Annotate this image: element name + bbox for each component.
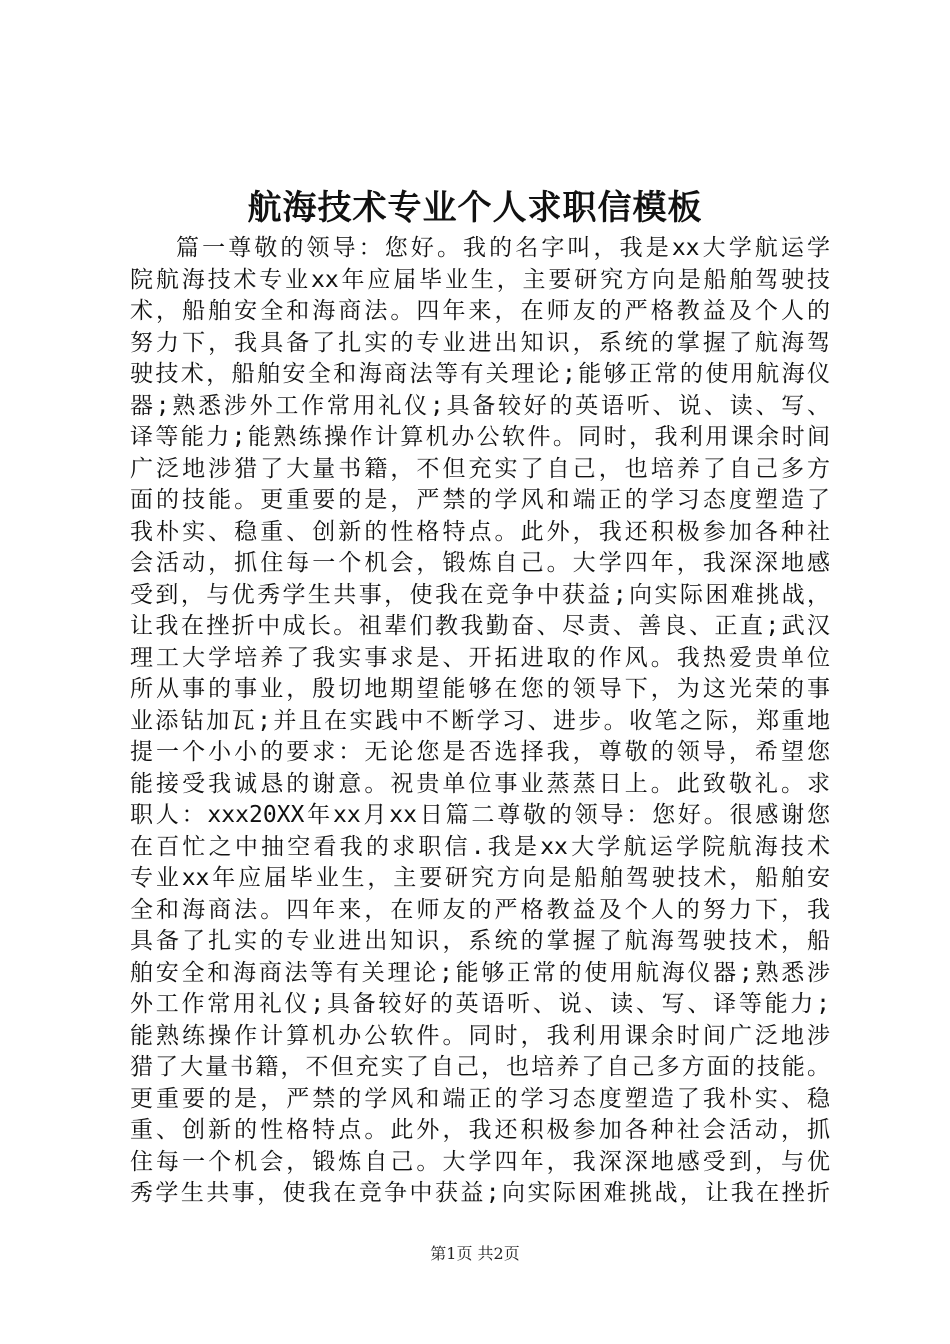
body-line: 职人：xxx20XX年xx月xx日篇二尊敬的领导：您好。很感谢您 — [130, 802, 830, 828]
body-line: 器;熟悉涉外工作常用礼仪;具备较好的英语听、说、读、写、 — [130, 392, 830, 419]
page-footer: 第1页 共2页 — [430, 1244, 520, 1263]
body-line: 能熟练操作计算机办公软件。同时，我利用课余时间广泛地涉 — [130, 1022, 830, 1049]
body-line: 全和海商法。四年来，在师友的严格教益及个人的努力下，我 — [130, 896, 830, 923]
document-title: 航海技术专业个人求职信模板 — [247, 188, 703, 228]
body-line: 术，船舶安全和海商法。四年来，在师友的严格教益及个人的 — [130, 298, 830, 324]
body-line: 会活动，抓住每一个机会，锻炼自己。大学四年，我深深地感 — [130, 550, 830, 576]
body-line: 业添钻加瓦;并且在实践中不断学习、进步。收笔之际，郑重地 — [130, 707, 830, 734]
body-line: 面的技能。更重要的是，严禁的学风和端正的学习态度塑造了 — [130, 487, 830, 513]
body-line: 努力下，我具备了扎实的专业进出知识，系统的掌握了航海驾 — [130, 329, 830, 356]
body-line: 译等能力;能熟练操作计算机办公软件。同时，我利用课余时间 — [130, 424, 830, 450]
body-line: 院航海技术专业xx年应届毕业生，主要研究方向是船舶驾驶技 — [130, 266, 830, 293]
body-line: 驶技术，船舶安全和海商法等有关理论;能够正常的使用航海仪 — [130, 361, 830, 387]
body-line: 受到，与优秀学生共事，使我在竞争中获益;向实际困难挑战， — [130, 581, 830, 608]
body-line: 专业xx年应届毕业生，主要研究方向是船舶驾驶技术，船舶安 — [130, 865, 830, 891]
body-line: 在百忙之中抽空看我的求职信.我是xx大学航运学院航海技术 — [130, 833, 830, 860]
body-line: 能接受我诚恳的谢意。祝贵单位事业蒸蒸日上。此致敬礼。求 — [130, 770, 830, 797]
body-line: 住每一个机会，锻炼自己。大学四年，我深深地感受到，与优 — [130, 1148, 830, 1175]
body-line: 舶安全和海商法等有关理论;能够正常的使用航海仪器;熟悉涉 — [130, 959, 830, 986]
body-line: 篇一尊敬的领导：您好。我的名字叫，我是xx大学航运学 — [176, 235, 830, 261]
body-line: 秀学生共事，使我在竞争中获益;向实际困难挑战，让我在挫折 — [130, 1180, 830, 1206]
document-body — [130, 233, 830, 1210]
body-line: 重、创新的性格特点。此外，我还积极参加各种社会活动，抓 — [130, 1117, 830, 1143]
body-line: 我朴实、稳重、创新的性格特点。此外，我还积极参加各种社 — [130, 518, 830, 545]
body-line: 具备了扎实的专业进出知识，系统的掌握了航海驾驶技术，船 — [130, 928, 830, 954]
body-line: 提一个小小的要求：无论您是否选择我，尊敬的领导，希望您 — [130, 739, 830, 765]
body-line: 理工大学培养了我实事求是、开拓进取的作风。我热爱贵单位 — [130, 644, 830, 671]
body-line: 广泛地涉猎了大量书籍，不但充实了自己，也培养了自己多方 — [130, 455, 830, 482]
body-line: 猎了大量书籍，不但充实了自己，也培养了自己多方面的技能。 — [130, 1054, 830, 1080]
body-line: 外工作常用礼仪;具备较好的英语听、说、读、写、译等能力; — [130, 991, 830, 1017]
body-line: 更重要的是，严禁的学风和端正的学习态度塑造了我朴实、稳 — [130, 1085, 830, 1112]
body-line: 让我在挫折中成长。祖辈们教我勤奋、尽责、善良、正直;武汉 — [130, 613, 830, 639]
body-line: 所从事的事业，殷切地期望能够在您的领导下，为这光荣的事 — [130, 676, 830, 702]
